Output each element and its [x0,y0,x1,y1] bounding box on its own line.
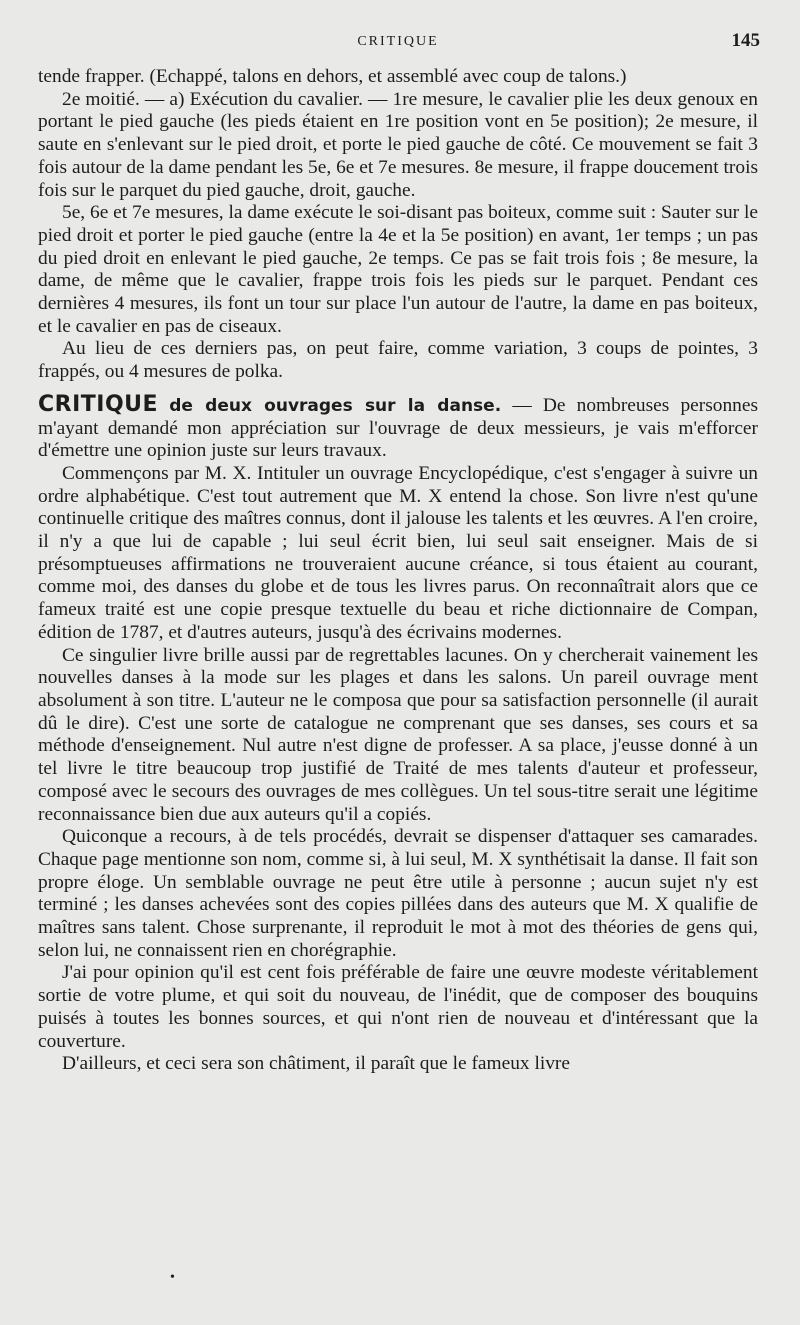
page-text [38,66,758,1076]
section-heading: CRITIQUE [38,391,159,417]
page-header [38,30,758,66]
section-subheading: de deux ouvrages sur la danse. [169,395,502,416]
footer-mark: • [170,1270,175,1285]
running-head: CRITIQUE [357,34,439,49]
paragraph: Quiconque a recours, à de tels procédés, devrait se dispenser d'attaquer ses camarades. Chaque page mentionne son nom, comme si, à lui seul, M. X synthétisait la danse. Il fait son propre éloge. Un semblable ouvrage ne peut être utile à personne ; aucun sujet n'y est terminé ; les danses achevées sont des copies pillées dans des auteurs que M. X qualifie de maîtres sans talent. Chose surprenante, il reproduit le mot à mot des théories de gens qui, selon lui, ne connaissent rien en chorégraphie. [38,826,758,961]
paragraph: Au lieu de ces derniers pas, on peut faire, comme variation, 3 coups de pointes, 3 frappés, ou 4 mesures de polka. [38,338,758,383]
paragraph: tende frapper. (Echappé, talons en dehors, et assemblé avec coup de talons.) [38,66,627,87]
page-number: 145 [731,30,760,51]
paragraph: D'ailleurs, et ceci sera son châtiment, il paraît que le fameux livre [62,1053,570,1075]
paragraph: 5e, 6e et 7e mesures, la dame exécute le soi-disant pas boiteux, comme suit : Sauter sur le pied droit et porter le pied gauche (entre la 4e et la 5e position) en avant, 1er temps ; un pas du pied droit en enlevant le pied gauche, 2e temps. Ce pas se fait trois fois ; 8e mesure, la dame, de même que le cavalier, frappe trois fois les pieds sur le parquet. Pendant ces dernières 4 mesures, ils font un tour sur place l'un autour de l'autre, la dame en pas boiteux, et le cavalier en pas de ciseaux. [38,202,758,337]
paragraph: Commençons par M. X. Intituler un ouvrage Encyclopédique, c'est s'engager à suivre un ordre alphabétique. C'est tout autrement que M. X entend la chose. Son livre n'est qu'une continuelle critique des maîtres connus, dont il jalouse les talents et les œuvres. A l'en croire, il n'y a que lui de capable ; lui seul écrit bien, lui seul sait enseigner. Mais de si présomptueuses affirmations ne trouveraient aucune créance, si tous étaient au courant, comme moi, des danses du globe et de tous les livres parus. On reconnaîtrait alors que ce fameux traité est une copie presque textuelle du beau et riche dictionnaire de Compan, édition de 1787, et d'autres auteurs, jusqu'à des écrivains modernes. [38,462,758,643]
paragraph: J'ai pour opinion qu'il est cent fois préférable de faire une œuvre modeste véritablement sortie de votre plume, et qui soit du nouveau, de l'inédit, que de composer des bouquins puisés à toutes les bonnes sources, et qui n'ont rien de nouveau et d'intéressant que la couverture. [38,962,758,1052]
paragraph: 2e moitié. — a) Exécution du cavalier. — 1re mesure, le cavalier plie les deux genoux en portant le pied gauche (les pieds étaient en 1re position vont en 5e position); 2e mesure, il saute en s'enlevant sur le pied droit, et porte le pied gauche de côté. Ce mouvement se fait 3 fois autour de la dame pendant les 5e, 6e et 7e mesures. 8e mesure, il frappe doucement trois fois sur le parquet du pied gauche, droit, gauche. [38,88,758,201]
section-paragraph [38,391,758,463]
section-lead-text: — De nombreuses personnes m'ayant demandé mon appréciation sur l'ouvrage de deux messieurs, je vais m'efforcer d'émettre une opinion juste sur leurs travaux. [38,394,758,462]
paragraph: Ce singulier livre brille aussi par de regrettables lacunes. On y chercherait vainement les nouvelles danses à la mode sur les plages et dans les salons. Un pareil ouvrage ment absolument à son titre. L'auteur ne le composa que pour sa satisfaction personnelle (il aurait dû le dire). C'est une sorte de catalogue ne comprenant que ses danses, ses cours et sa méthode d'enseignement. Nul autre n'est digne de professer. A sa place, j'eusse donné à un tel livre le titre beaucoup trop justifié de Traité de mes talents d'auteur et professeur, composé avec le secours des ouvrages de mes collègues. Un tel sous-titre serait une légitime reconnaissance bien due aux auteurs qu'il a copiés. [38,644,758,825]
